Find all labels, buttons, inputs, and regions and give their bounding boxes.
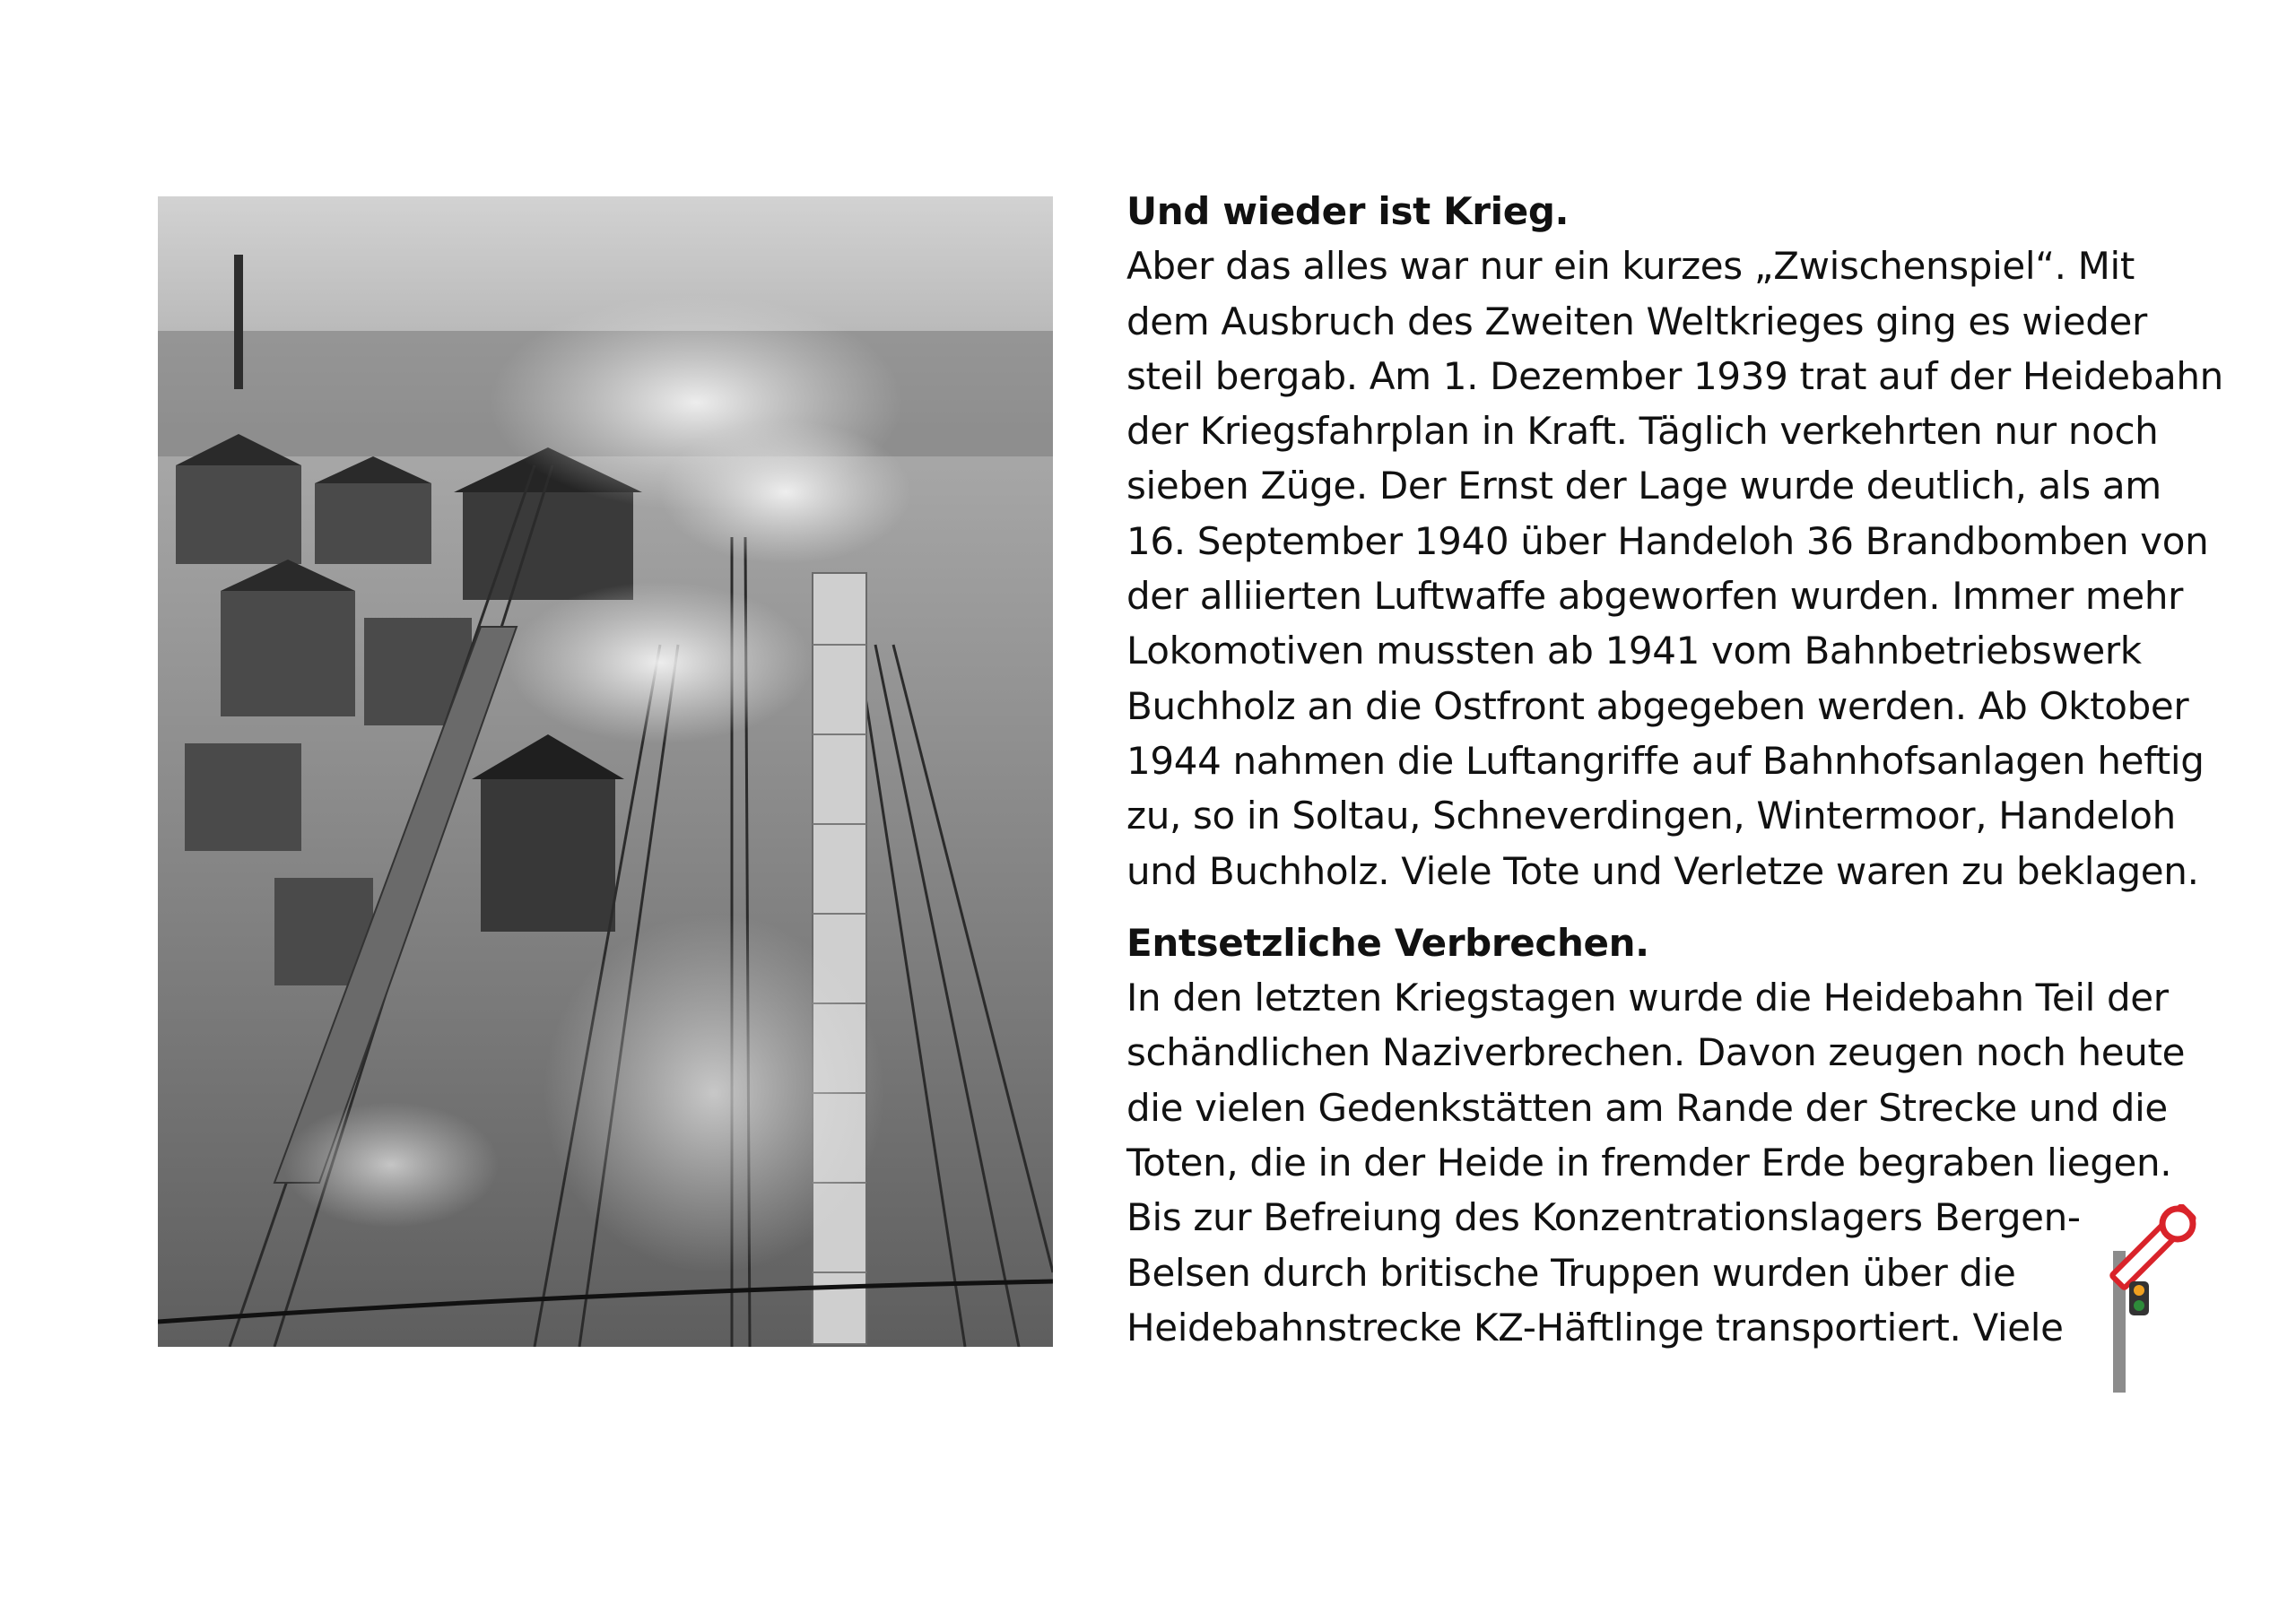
paragraph-line: und Buchholz. Viele Tote und Verletze waren zu beklagen. [1126, 848, 2199, 893]
paragraph-line: dem Ausbruch des Zweiten Weltkrieges ging es wieder [1126, 299, 2147, 343]
paragraph-line: In den letzten Kriegstagen wurde die Heidebahn Teil der [1126, 976, 2169, 1020]
paragraph-line: Belsen durch britische Truppen wurden über die [1126, 1250, 2016, 1295]
article-text [1126, 184, 2221, 1355]
paragraph-line: zu, so in Soltau, Schneverdingen, Wintermoor, Handeloh [1126, 794, 2176, 838]
photo-illustration [158, 196, 1053, 1347]
paragraph-line: Toten, die in der Heide in fremder Erde begraben liegen. [1126, 1141, 2172, 1185]
paragraph-line: Buchholz an die Ostfront abgegeben werden. Ab Oktober [1126, 683, 2189, 728]
paragraph-line: Heidebahnstrecke KZ-Häftlinge transportiert. Viele [1126, 1305, 2064, 1350]
paragraph-line: schändlichen Naziverbrechen. Davon zeugen noch heute [1126, 1030, 2186, 1075]
railway-yard-photo [158, 196, 1053, 1347]
section-heading-verbrechen: Entsetzliche Verbrechen. [1126, 920, 1649, 965]
section-heading-krieg: Und wieder ist Krieg. [1126, 189, 1570, 233]
paragraph-line: der alliierten Luftwaffe abgeworfen wurden. Immer mehr [1126, 574, 2184, 619]
paragraph-line: sieben Züge. Der Ernst der Lage wurde deutlich, als am [1126, 464, 2161, 508]
paragraph-line: Lokomotiven mussten ab 1941 vom Bahnbetriebswerk [1126, 629, 2142, 673]
paragraph-line: Bis zur Befreiung des Konzentrationslagers Bergen- [1126, 1195, 2081, 1240]
paragraph-line: 16. September 1940 über Handeloh 36 Brandbomben von [1126, 518, 2209, 563]
paragraph-line: steil bergab. Am 1. Dezember 1939 trat auf der Heidebahn [1126, 353, 2223, 398]
paragraph-line: Aber das alles war nur ein kurzes „Zwischenspiel“. Mit [1126, 244, 2135, 289]
paragraph-line: der Kriegsfahrplan in Kraft. Täglich verkehrten nur noch [1126, 409, 2159, 454]
section-spacer [1126, 898, 2221, 916]
paragraph-line: 1944 nahmen die Luftangriffe auf Bahnhofsanlagen heftig [1126, 738, 2205, 783]
railway-semaphore-signal-icon [2099, 1204, 2197, 1393]
paragraph-line: die vielen Gedenkstätten am Rande der Strecke und die [1126, 1085, 2168, 1130]
